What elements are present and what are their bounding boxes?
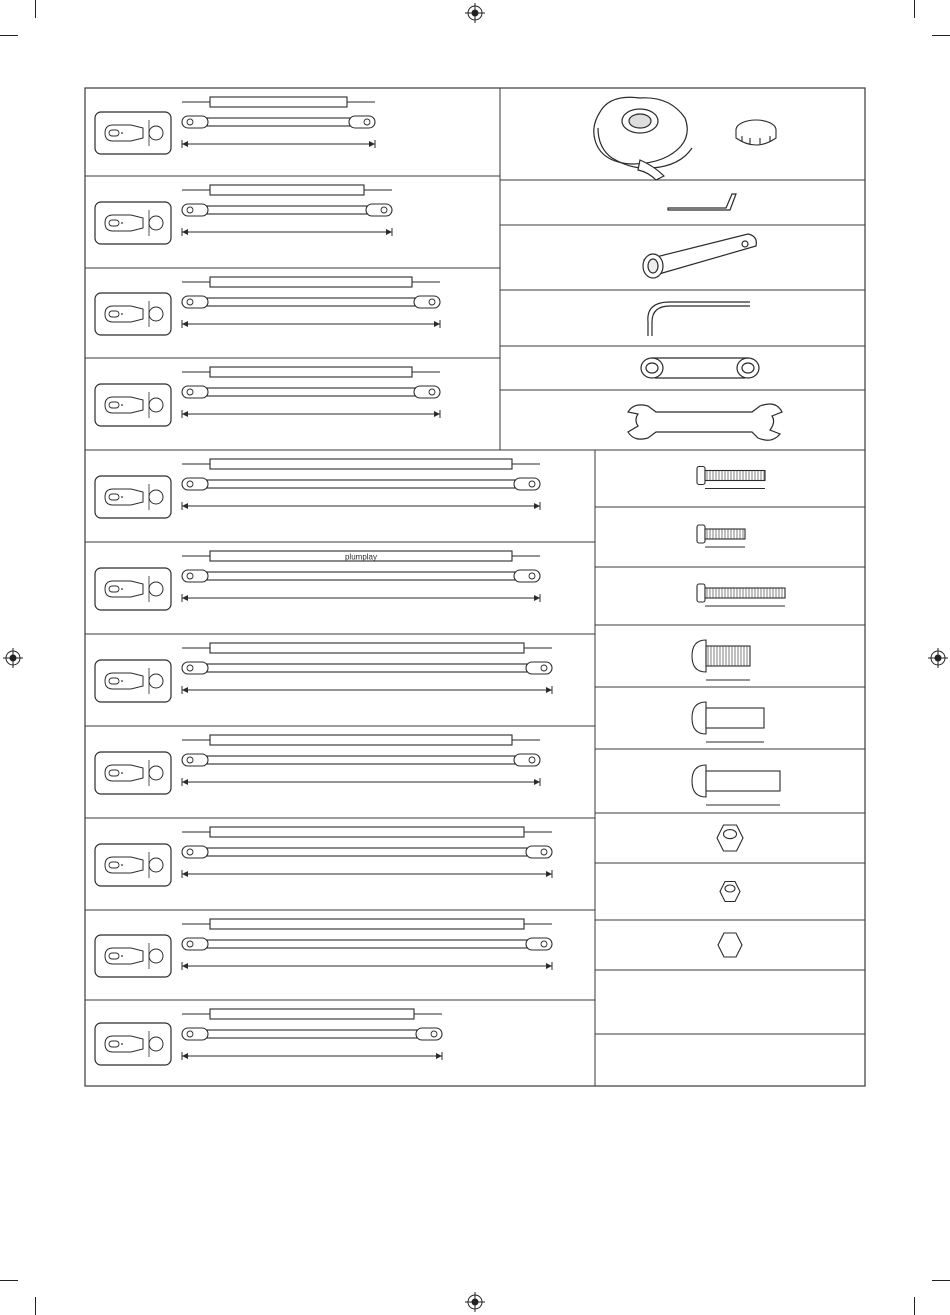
spring-clip-icon — [641, 358, 759, 378]
tube-end-detail-icon — [95, 752, 171, 794]
bolt-short-icon — [697, 525, 745, 547]
lock-nut-small-icon — [720, 882, 740, 902]
lock-nut-large-icon — [717, 825, 743, 851]
tube-end-detail-icon — [95, 476, 171, 518]
barrel-nut-long-icon — [692, 765, 780, 805]
tube-part-9 — [95, 827, 552, 886]
tube-end-detail-icon — [95, 1023, 171, 1065]
tube-end-detail-icon — [95, 844, 171, 886]
bolt-long-icon — [697, 467, 765, 489]
socket-spanner-icon — [643, 234, 756, 278]
tube-end-detail-icon — [95, 935, 171, 977]
tube-part-8 — [95, 735, 540, 794]
button-bolt-icon — [692, 640, 750, 680]
tube-part-5 — [95, 459, 540, 518]
tube-end-detail-icon — [95, 384, 171, 426]
bolt-extra-long-icon — [697, 584, 785, 606]
allen-key-icon — [668, 194, 736, 210]
tube-part-11 — [95, 1009, 442, 1065]
tube-part-3 — [95, 277, 440, 335]
tube-end-detail-icon — [95, 202, 171, 244]
open-spanner-icon — [628, 404, 782, 440]
tube-end-detail-icon — [95, 568, 171, 610]
tube-part-2 — [95, 185, 392, 244]
tube-part-1 — [95, 97, 375, 154]
tube-end-detail-icon — [95, 112, 171, 154]
handle-knob-icon — [594, 97, 692, 180]
barrel-nut-short-icon — [692, 702, 764, 742]
hook-icon — [648, 302, 750, 336]
tube-part-6 — [95, 551, 540, 610]
brand-label: plumplay — [344, 552, 378, 562]
end-cap-icon — [736, 120, 776, 145]
tube-end-detail-icon — [95, 660, 171, 702]
tube-end-detail-icon — [95, 293, 171, 335]
tube-part-4 — [95, 367, 440, 426]
tube-part-10 — [95, 919, 552, 977]
tube-part-7 — [95, 643, 552, 702]
dome-nut-icon — [718, 933, 742, 957]
